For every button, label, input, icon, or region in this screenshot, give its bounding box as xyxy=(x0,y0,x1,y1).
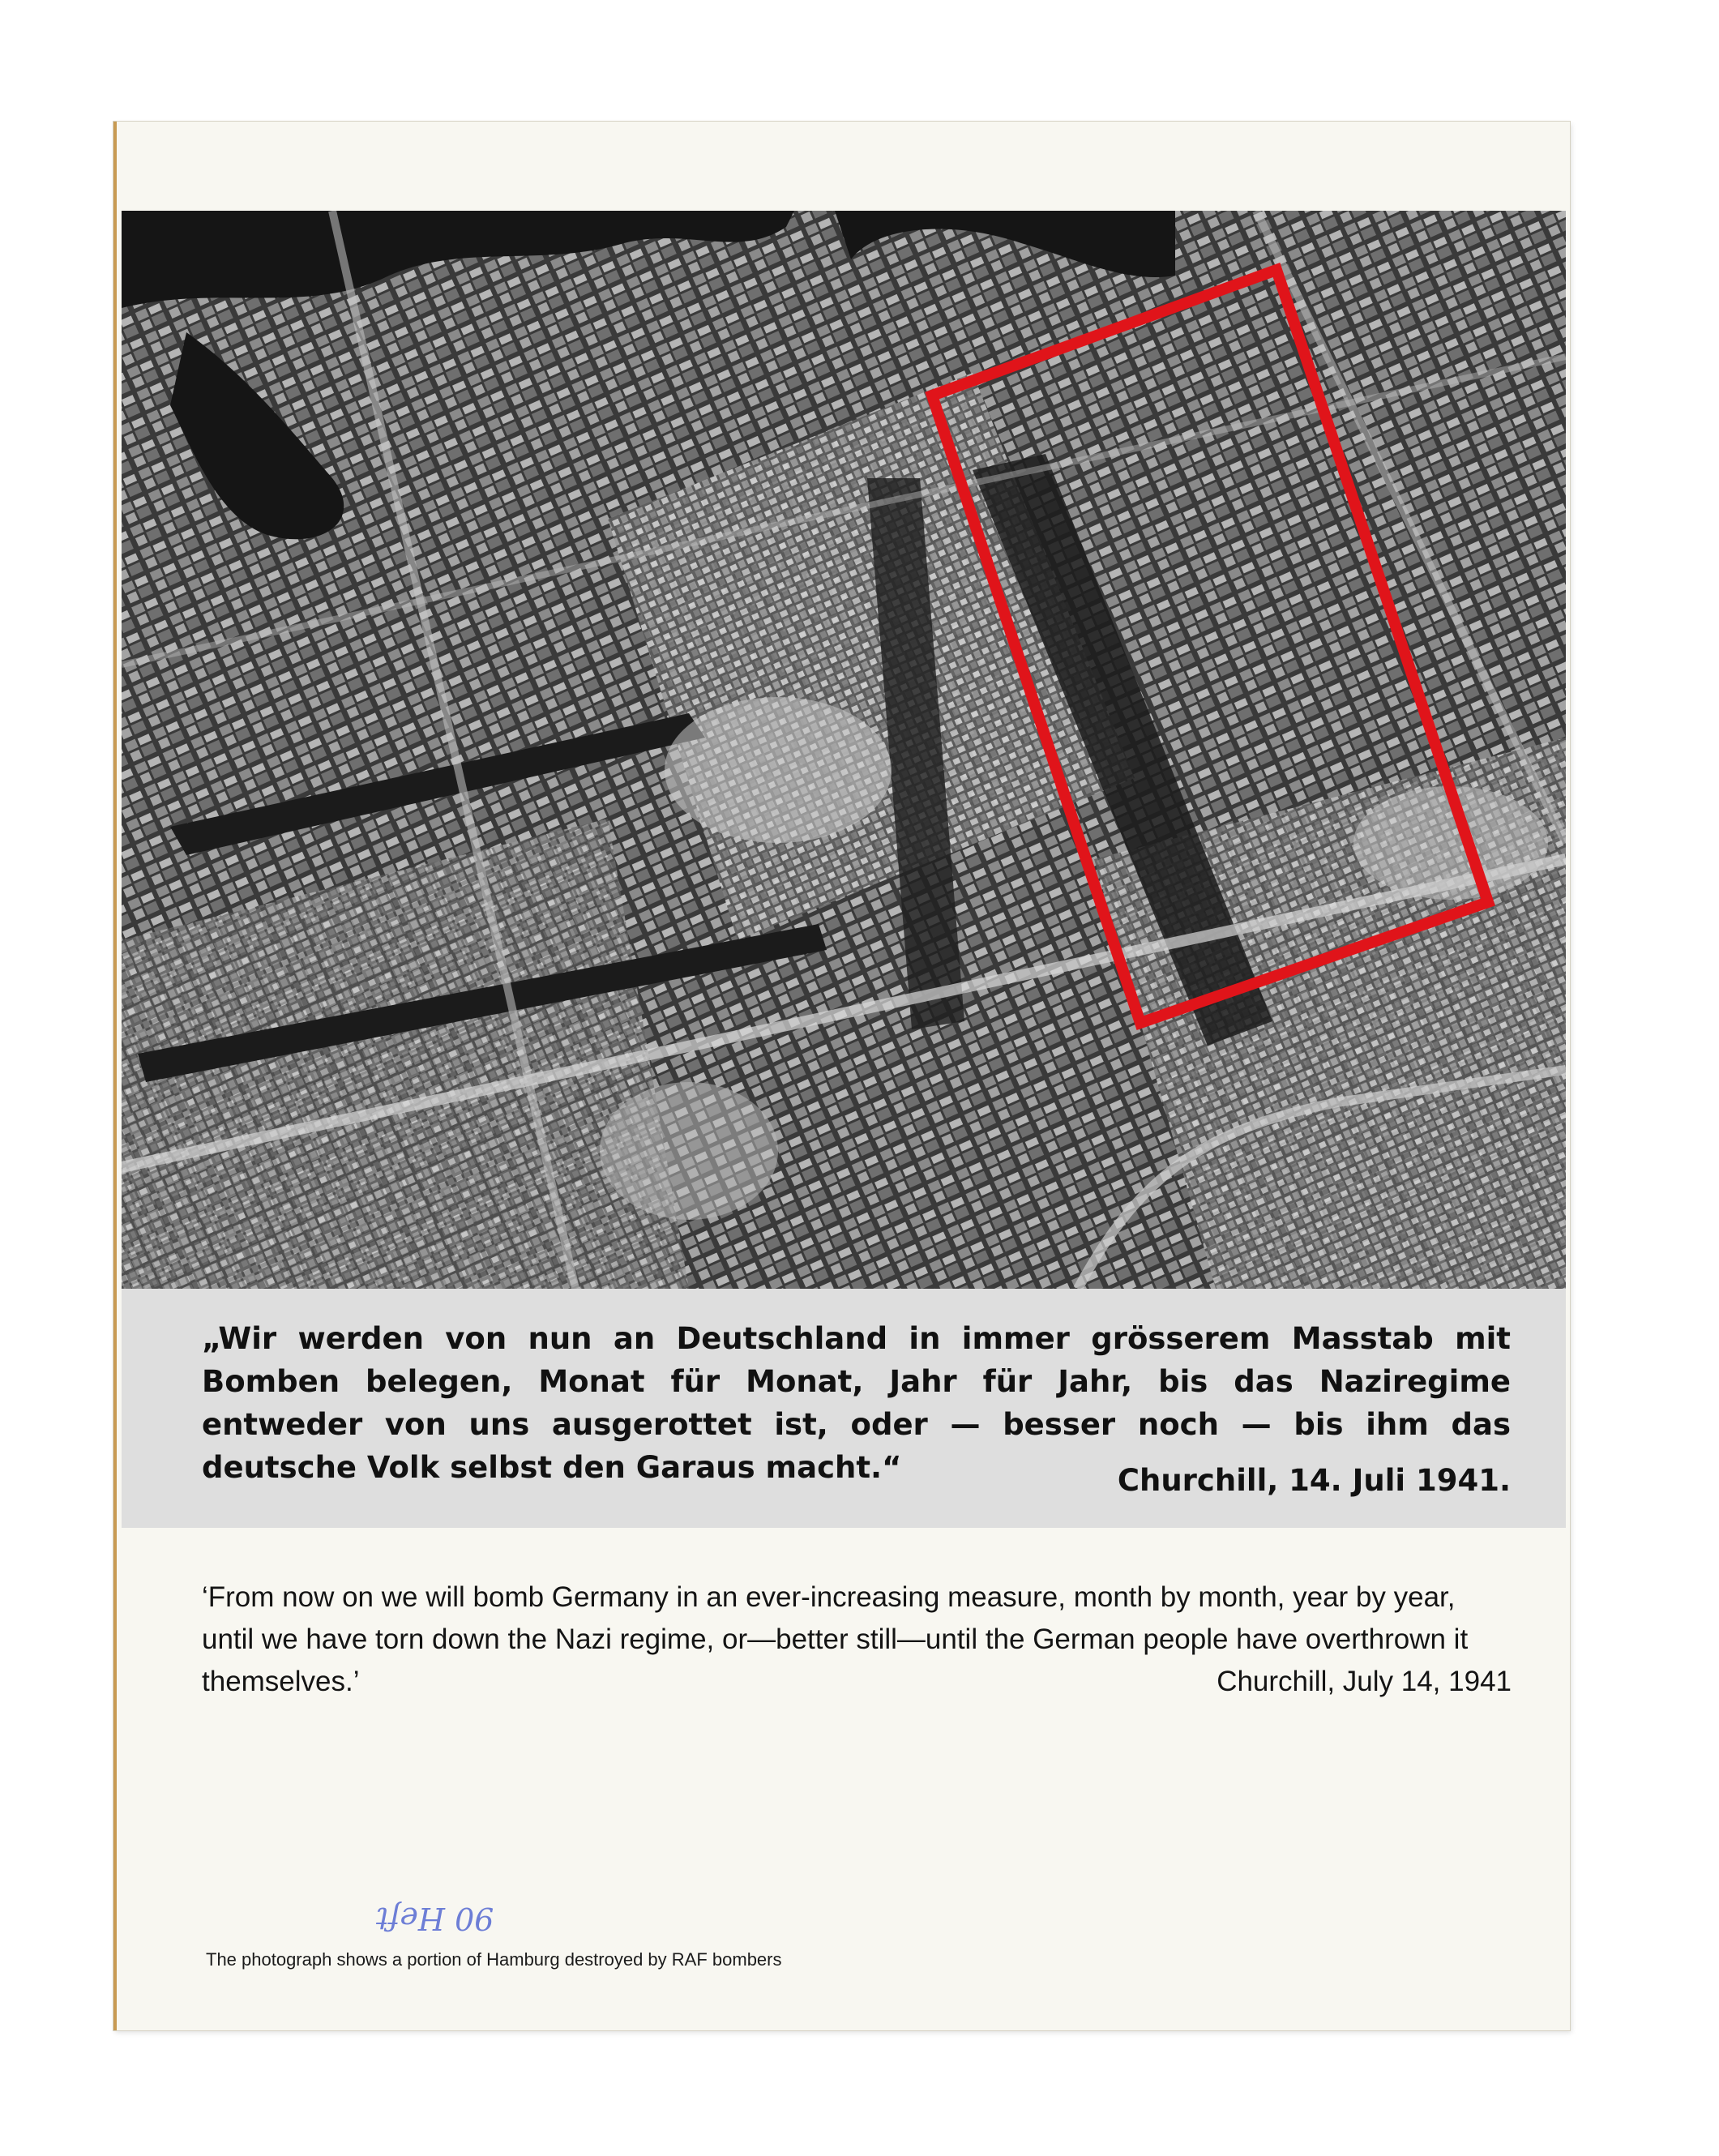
aerial-photo-image xyxy=(122,211,1566,1289)
english-quote-attribution: Churchill, July 14, 1941 xyxy=(1217,1666,1512,1697)
aerial-photograph xyxy=(122,211,1566,1289)
german-quote-attribution: Churchill, 14. Juli 1941. xyxy=(1117,1463,1511,1498)
handwritten-note: 90 Heft xyxy=(376,1901,494,1936)
photo-caption: The photograph shows a portion of Hamburg destroyed by RAF bombers xyxy=(206,1949,782,1970)
document-page xyxy=(113,122,1570,2030)
english-quote-text: ‘From now on we will bomb Germany in an ever-increasing measure, month by month, year by year, until we have torn down the Nazi regime, or—better still—until the German people have overthrown it themselves.’ xyxy=(202,1581,1469,1697)
german-quote-text: „Wir werden von nun an Deutschland in immer grösserem Masstab mit Bomben belegen, Monat für Monat, Jahr für Jahr, bis das Naziregime entweder von uns ausgerottet ist, oder — besser noch — bis ihm das deutsche Volk selbst den Garaus macht.“ xyxy=(202,1321,1511,1485)
